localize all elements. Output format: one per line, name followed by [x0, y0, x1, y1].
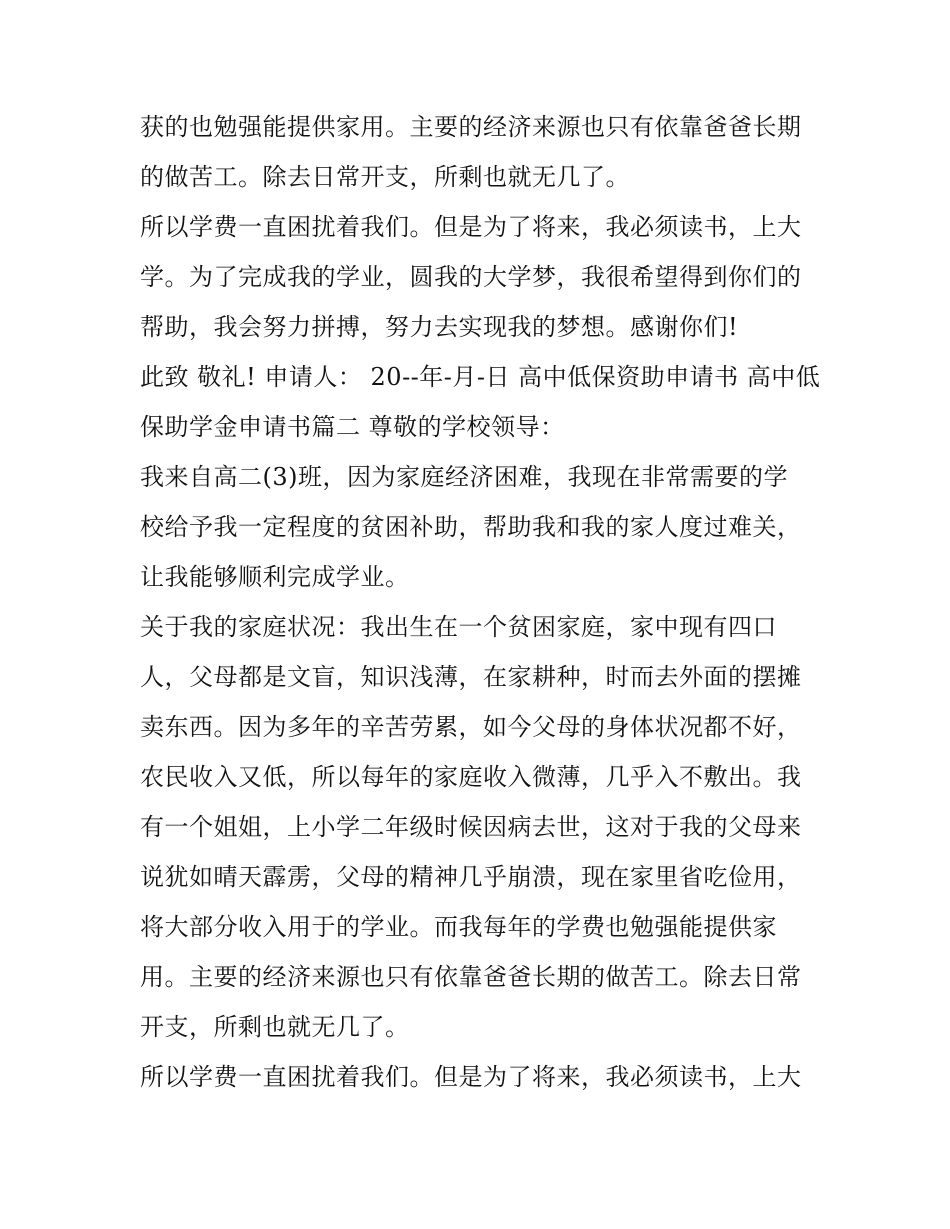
text-line: 的做苦工。除去日常开支，所剩也就无几了。: [140, 163, 630, 191]
text-line: 校给予我一定程度的贫困补助，帮助我和我的家人度过难关，: [140, 513, 802, 541]
text-line: 获的也勉强能提供家用。主要的经济来源也只有依靠爸爸长期: [140, 113, 802, 141]
text-line: 用。主要的经济来源也只有依靠爸爸长期的做苦工。除去日常: [140, 963, 802, 991]
text-line: 让我能够顺利完成学业。: [140, 563, 410, 591]
text-line: 帮助，我会努力拼搏，努力去实现我的梦想。感谢你们!: [140, 313, 739, 341]
text-line: 开支，所剩也就无几了。: [140, 1013, 410, 1041]
text-line: 有一个姐姐，上小学二年级时候因病去世，这对于我的父母来: [140, 813, 802, 841]
text-line: 所以学费一直困扰着我们。但是为了将来，我必须读书，上大: [140, 1063, 802, 1091]
text-line: 农民收入又低，所以每年的家庭收入微薄，几乎入不敷出。我: [140, 763, 802, 791]
text-line: 人，父母都是文盲，知识浅薄，在家耕种，时而去外面的摆摊: [140, 663, 802, 691]
text-line: 说犹如晴天霹雳，父母的精神几乎崩溃，现在家里省吃俭用，: [140, 863, 802, 891]
text-line: 关于我的家庭状况：我出生在一个贫困家庭，家中现有四口: [140, 613, 777, 641]
text-line: 学。为了完成我的学业，圆我的大学梦，我很希望得到你们的: [140, 263, 802, 291]
text-line: 将大部分收入用于的学业。而我每年的学费也勉强能提供家: [140, 913, 777, 941]
text-line: 所以学费一直困扰着我们。但是为了将来，我必须读书，上大: [140, 213, 802, 241]
text-line: 我来自高二(3)班，因为家庭经济困难，我现在非常需要的学: [140, 463, 788, 491]
text-line: 此致 敬礼! 申请人： 20--年-月-日 高中低保资助申请书 高中低: [140, 363, 821, 391]
body-text: [140, 102, 820, 1102]
text-line: 卖东西。因为多年的辛苦劳累，如今父母的身体状况都不好，: [140, 713, 802, 741]
text-line: 保助学金申请书篇二 尊敬的学校领导：: [140, 413, 565, 441]
